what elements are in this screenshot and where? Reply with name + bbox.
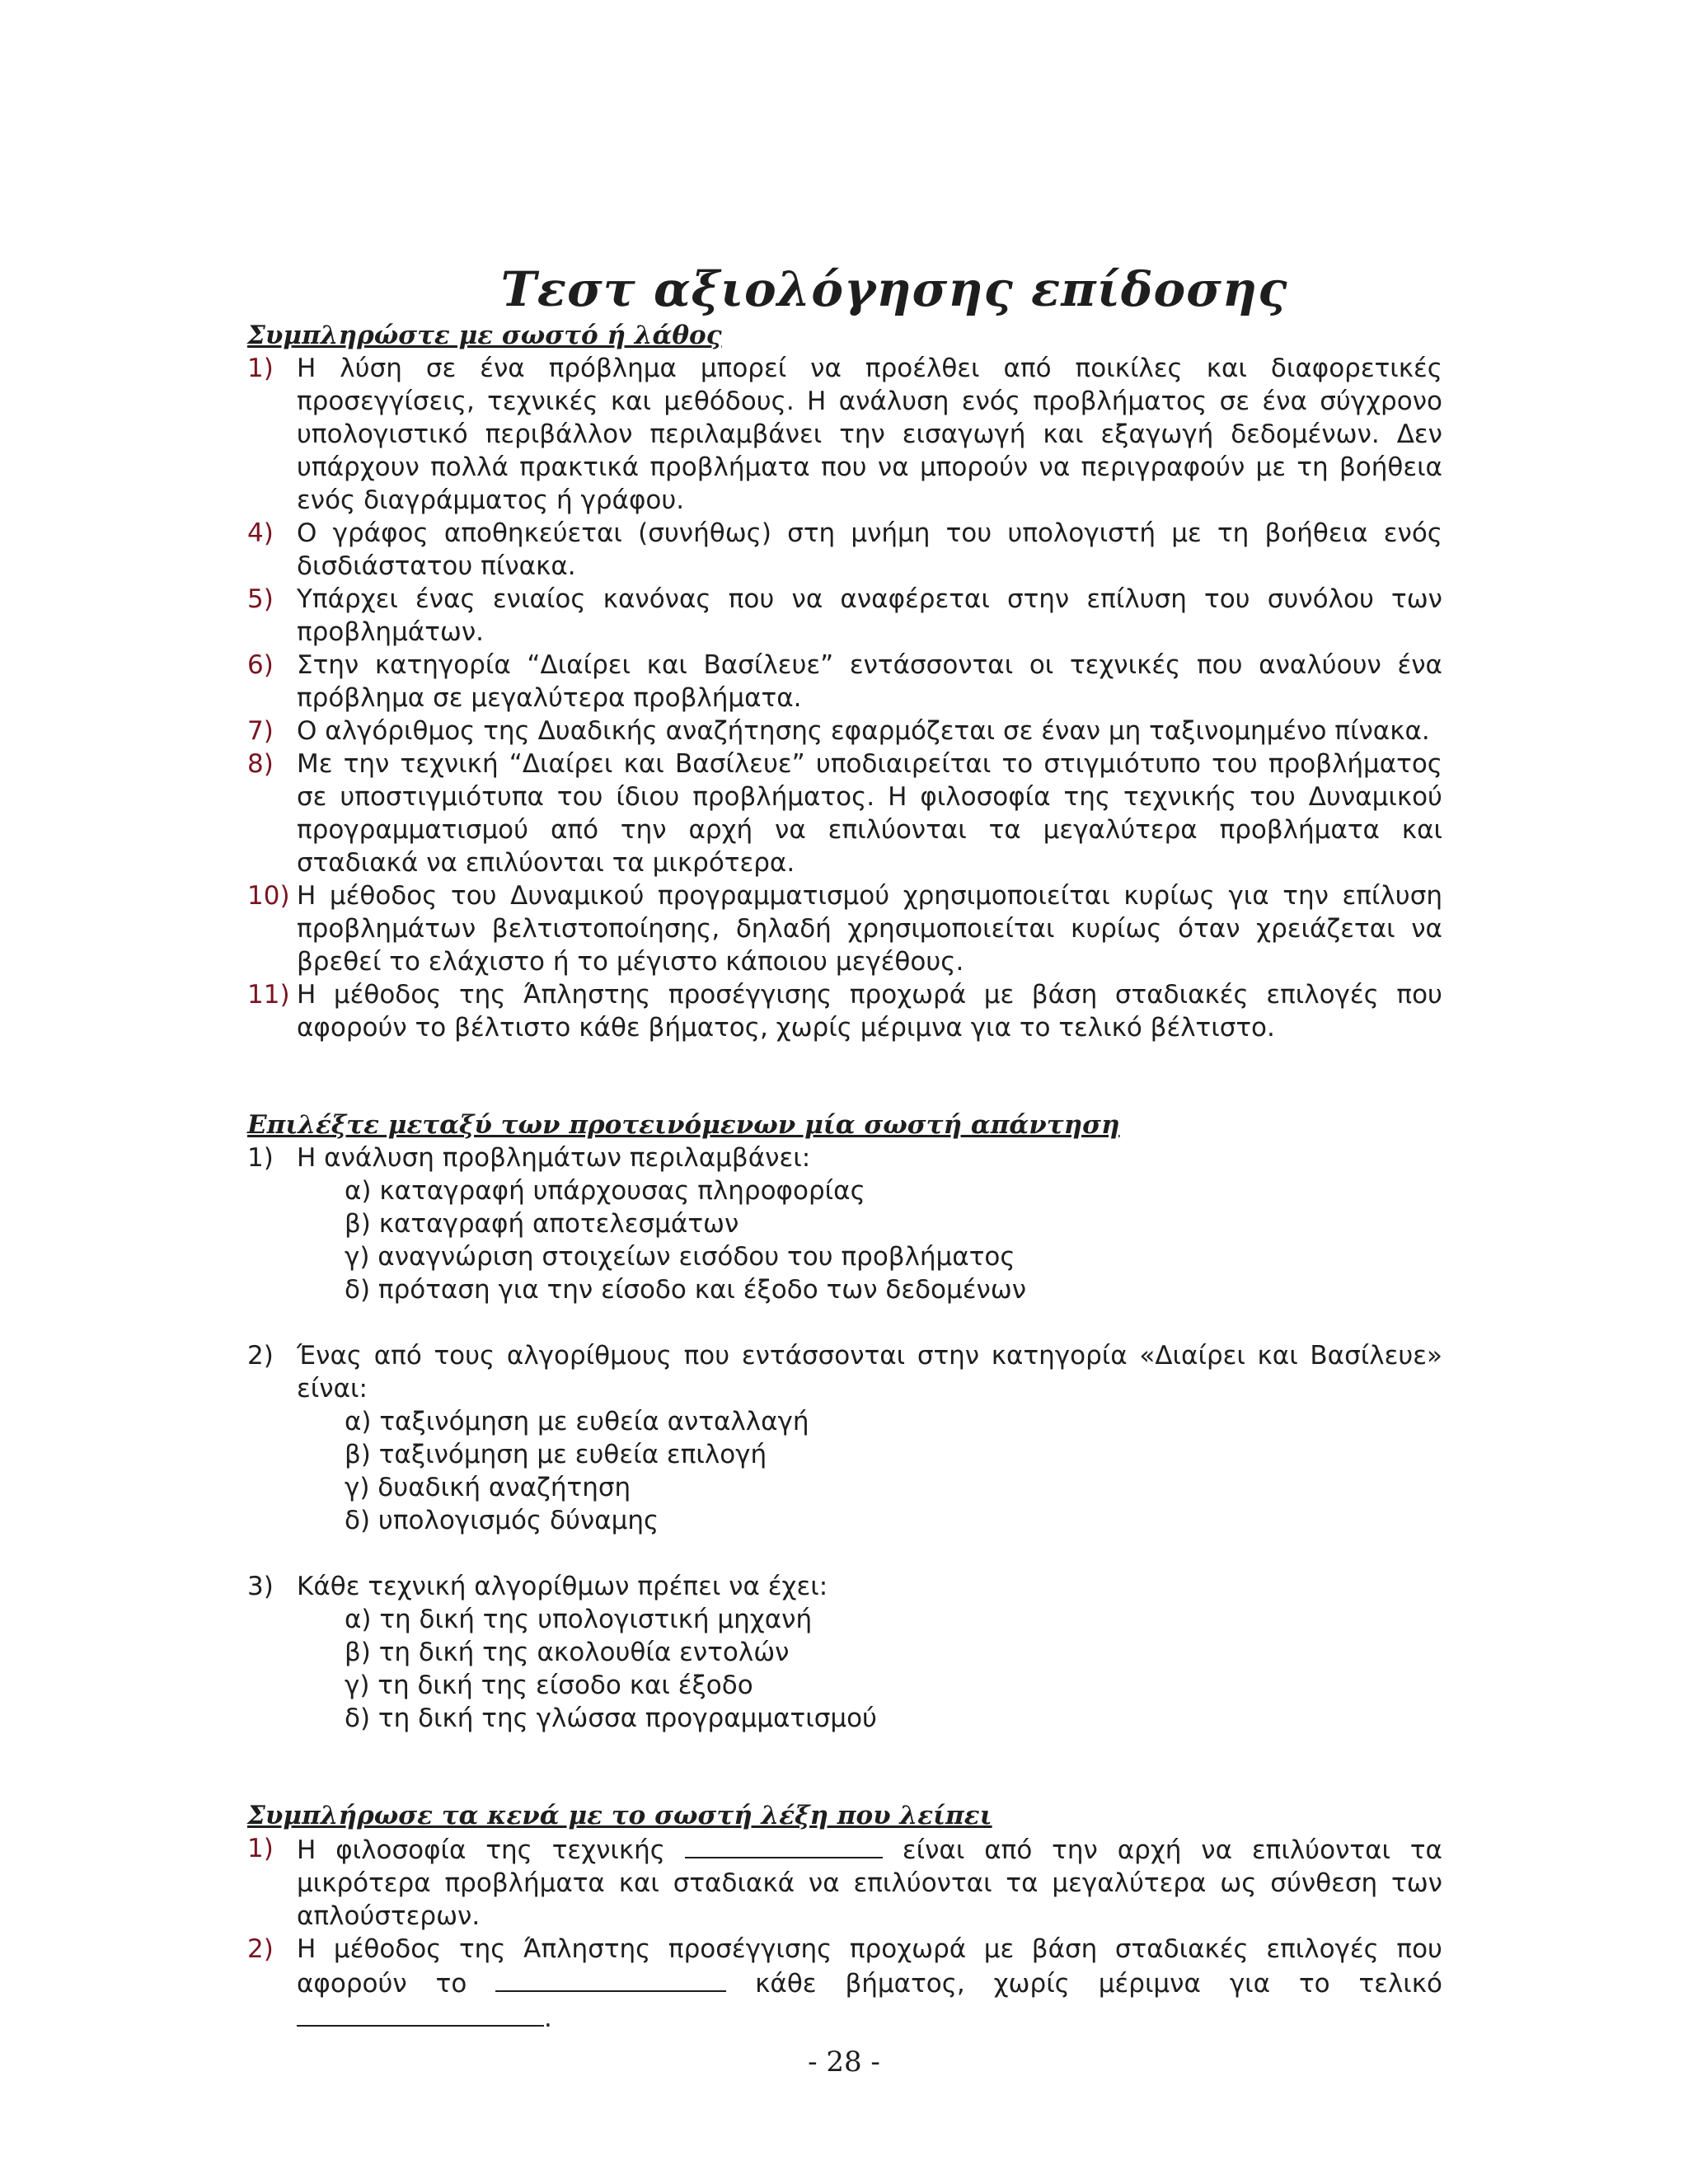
multiple-choice-list	[247, 1141, 1442, 1735]
blank-field[interactable]	[685, 1832, 883, 1858]
list-item	[247, 1933, 1442, 2035]
item-text-before: Η φιλοσοφία της τεχνικής	[297, 1835, 666, 1865]
question-text: Η ανάλυση προβλημάτων περιλαμβάνει:	[297, 1143, 811, 1173]
item-number: 4)	[247, 518, 274, 548]
answer-options	[247, 1405, 1442, 1537]
list-item	[247, 715, 1442, 748]
blank-field[interactable]	[495, 1966, 726, 1992]
list-item	[247, 1832, 1442, 1933]
answer-option[interactable]: α) καταγραφή υπάρχουσας πληροφορίας	[345, 1176, 865, 1206]
list-item	[247, 978, 1442, 1044]
item-number: 2)	[247, 1934, 274, 1964]
list-item	[247, 352, 1442, 517]
item-number: 11)	[247, 980, 290, 1010]
section-heading-fill-blanks: Συμπλήρωσε τα κενά με το σωστή λέξη που λείπει	[247, 1801, 992, 1830]
blank-field[interactable]	[297, 2000, 544, 2027]
answer-option[interactable]: β) τη δική της ακολουθία εντολών	[345, 1638, 790, 1667]
document-page	[247, 260, 1442, 2035]
item-number: 1)	[247, 1834, 274, 1863]
list-item	[247, 879, 1442, 978]
page-number: - 28 -	[808, 2046, 880, 2079]
answer-option[interactable]: γ) τη δική της είσοδο και έξοδο	[345, 1671, 753, 1700]
item-text: Ο αλγόριθμος της Δυαδικής αναζήτησης εφαρμόζεται σε έναν μη ταξινομημένο πίνακα.	[297, 716, 1430, 746]
item-text: Η λύση σε ένα πρόβλημα μπορεί να προέλθει από ποικίλες και διαφορετικές προσεγγίσεις, τεχνικές και μεθόδους. Η ανάλυση ενός προβλήματος σε ένα σύγχρονο υπολογιστικό περιβάλλον περιλαμβάνει την εισαγωγή και εξαγωγή δεδομένων. Δεν υπάρχουν πολλά πρακτικά προβλήματα που να μπορούν να περιγραφούν με τη βοήθεια ενός διαγράμματος ή γράφου.	[297, 354, 1442, 515]
item-text: Ο γράφος αποθηκεύεται (συνήθως) στη μνήμη του υπολογιστή με τη βοήθεια ενός δισδιάστατου πίνακα.	[297, 518, 1442, 581]
item-text-before: Η μέθοδος της Άπληστης προσέγγισης προχωρά με βάση σταδιακές επιλογές που αφορούν το	[297, 1934, 1442, 1999]
answer-options	[247, 1603, 1442, 1735]
answer-option[interactable]: γ) αναγνώριση στοιχείων εισόδου του προβλήματος	[345, 1242, 1015, 1272]
item-number: 1)	[247, 354, 274, 383]
item-number: 8)	[247, 749, 274, 779]
answer-option[interactable]: γ) δυαδική αναζήτηση	[345, 1473, 631, 1502]
item-text	[297, 1832, 1442, 1933]
question-number: 3)	[247, 1572, 274, 1601]
question-text: Κάθε τεχνική αλγορίθμων πρέπει να έχει:	[297, 1572, 828, 1601]
fill-blanks-list	[247, 1832, 1442, 2035]
true-false-list	[247, 352, 1442, 1044]
answer-options	[247, 1174, 1442, 1306]
item-number: 5)	[247, 584, 274, 614]
item-text: Η μέθοδος της Άπληστης προσέγγισης προχωρά με βάση σταδιακές επιλογές που αφορούν το βέλτιστο κάθε βήματος, χωρίς μέριμνα για το τελικό βέλτιστο.	[297, 980, 1442, 1043]
answer-option[interactable]: β) καταγραφή αποτελεσμάτων	[345, 1209, 739, 1239]
answer-option[interactable]: α) τη δική της υπολογιστική μηχανή	[345, 1605, 813, 1634]
answer-option[interactable]: δ) τη δική της γλώσσα προγραμματισμού	[345, 1704, 877, 1733]
item-text-end: .	[544, 2004, 552, 2033]
item-number: 6)	[247, 650, 274, 680]
item-number: 7)	[247, 716, 274, 746]
item-text	[297, 1933, 1442, 2035]
question-item	[247, 1570, 1442, 1603]
item-text: Η μέθοδος του Δυναμικού προγραμματισμού χρησιμοποιείται κυρίως για την επίλυση προβλημάτων βελτιστοποίησης, δηλαδή χρησιμοποιείται κυρίως όταν χρειάζεται να βρεθεί το ελάχιστο ή το μέγιστο κάποιου μεγέθους.	[297, 881, 1442, 977]
page-title: Τεστ αξιολόγησης επίδοσης	[500, 261, 1288, 317]
question-text: Ένας από τους αλγορίθμους που εντάσσονται στην κατηγορία «Διαίρει και Βασίλευε» είναι:	[297, 1341, 1442, 1404]
item-text-after: είναι από την αρχή να επιλύονται τα μικρότερα προβλήματα και σταδιακά να επιλύονται τα μεγαλύτερα ως σύνθεση των απλούστερων.	[297, 1835, 1442, 1931]
question-item	[247, 1339, 1442, 1405]
answer-option[interactable]: α) ταξινόμηση με ευθεία ανταλλαγή	[345, 1407, 809, 1436]
question-item	[247, 1141, 1442, 1174]
question-number: 2)	[247, 1341, 274, 1371]
question-number: 1)	[247, 1143, 274, 1173]
item-text: Στην κατηγορία “Διαίρει και Βασίλευε” εντάσσονται οι τεχνικές που αναλύουν ένα πρόβλημα σε μεγαλύτερα προβλήματα.	[297, 650, 1442, 713]
list-item	[247, 517, 1442, 583]
list-item	[247, 748, 1442, 879]
answer-option[interactable]: δ) πρόταση για την είσοδο και έξοδο των δεδομένων	[345, 1275, 1027, 1305]
item-text: Με την τεχνική “Διαίρει και Βασίλευε” υποδιαιρείται το στιγμιότυπο του προβλήματος σε υποστιγμιότυπα του ίδιου προβλήματος. Η φιλοσοφία της τεχνικής του Δυναμικού προγραμματισμού από την αρχή να επιλύονται τα μεγαλύτερα προβλήματα και σταδιακά να επιλύονται τα μικρότερα.	[297, 749, 1442, 878]
item-number: 10)	[247, 881, 290, 911]
answer-option[interactable]: β) ταξινόμηση με ευθεία επιλογή	[345, 1440, 767, 1469]
answer-option[interactable]: δ) υπολογισμός δύναμης	[345, 1506, 659, 1535]
section-heading-multiple-choice: Επιλέξτε μεταξύ των προτεινόμενων μία σωστή απάντηση	[247, 1110, 1120, 1140]
list-item	[247, 583, 1442, 649]
item-text-after: κάθε βήματος, χωρίς μέριμνα για το τελικό	[755, 1969, 1443, 1999]
item-text: Υπάρχει ένας ενιαίος κανόνας που να αναφέρεται στην επίλυση του συνόλου των προβλημάτων.	[297, 584, 1442, 647]
list-item	[247, 649, 1442, 715]
section-heading-true-false: Συμπληρώστε με σωστό ή λάθος	[247, 321, 722, 350]
